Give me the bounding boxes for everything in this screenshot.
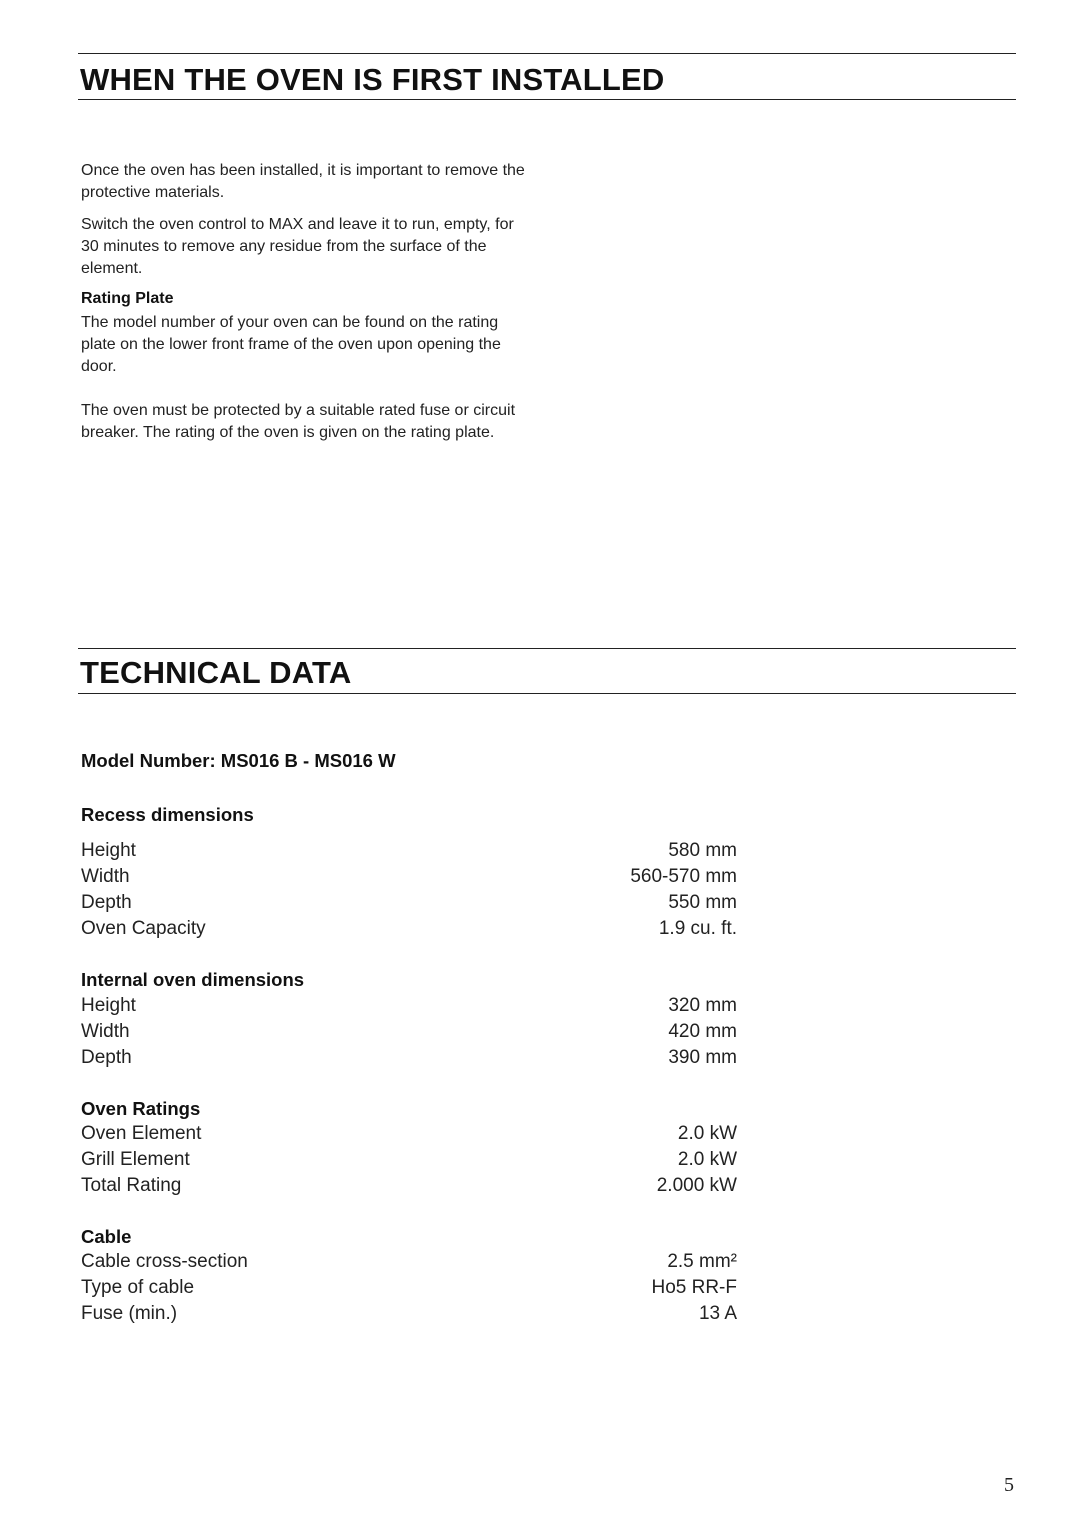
paragraph-protective-materials: Once the oven has been installed, it is important to remove the protective materials.	[81, 162, 525, 201]
section-title-installed: WHEN THE OVEN IS FIRST INSTALLED	[80, 62, 665, 97]
cable-heading: Cable	[81, 1226, 132, 1247]
spec-label: Type of cable	[81, 1277, 195, 1298]
paragraph-model-number-location: The model number of your oven can be found on the rating plate on the lower front frame of the oven upon opening the door.	[81, 314, 501, 375]
spec-row-internal-width	[81, 1021, 737, 1047]
top-rule	[78, 53, 1016, 54]
spec-value: 1.9 cu. ft.	[658, 918, 737, 939]
spec-value: 320 mm	[668, 995, 737, 1016]
spec-label: Grill Element	[81, 1149, 190, 1170]
spec-row-grill-element	[81, 1149, 737, 1175]
spec-row-type-of-cable	[81, 1277, 737, 1303]
recess-dimensions-heading: Recess dimensions	[81, 804, 254, 825]
paragraph-run-empty: Switch the oven control to MAX and leave it to run, empty, for 30 minutes to remove any residue from the surface of the element.	[81, 216, 514, 277]
spec-row-oven-capacity	[81, 918, 737, 944]
spec-row-recess-depth	[81, 892, 737, 918]
spec-value: 2.0 kW	[677, 1149, 737, 1170]
spec-label: Depth	[81, 1047, 132, 1068]
technical-top-rule	[78, 648, 1016, 649]
spec-label: Total Rating	[81, 1175, 182, 1196]
spec-value: 390 mm	[668, 1047, 737, 1068]
spec-label: Height	[81, 840, 136, 861]
internal-dimensions-heading: Internal oven dimensions	[81, 969, 305, 990]
spec-label: Width	[81, 866, 130, 887]
spec-value: 2.000 kW	[656, 1175, 737, 1196]
spec-label: Height	[81, 995, 136, 1016]
spec-row-oven-element	[81, 1123, 737, 1149]
spec-label: Depth	[81, 892, 132, 913]
spec-row-internal-height	[81, 995, 737, 1021]
spec-value: 2.5 mm²	[667, 1251, 737, 1272]
spec-label: Width	[81, 1021, 130, 1042]
spec-value: 2.0 kW	[677, 1123, 737, 1144]
spec-row-cable-cross-section	[81, 1251, 737, 1277]
title-underline-rule	[78, 99, 1016, 100]
section-title-technical-data: TECHNICAL DATA	[80, 655, 352, 690]
spec-row-total-rating	[81, 1175, 737, 1201]
spec-value: 420 mm	[668, 1021, 737, 1042]
spec-value: 560-570 mm	[630, 866, 737, 887]
spec-label: Fuse (min.)	[81, 1303, 178, 1324]
spec-value: Ho5 RR-F	[651, 1277, 737, 1298]
model-number: Model Number: MS016 B - MS016 W	[81, 750, 396, 771]
spec-label: Oven Capacity	[81, 918, 206, 939]
page-number: 5	[1004, 1474, 1014, 1496]
oven-ratings-heading: Oven Ratings	[81, 1098, 201, 1119]
paragraph-fuse-protection: The oven must be protected by a suitable rated fuse or circuit breaker. The rating of the oven is given on the rating plate.	[81, 402, 516, 441]
spec-label: Oven Element	[81, 1123, 202, 1144]
spec-row-recess-height	[81, 840, 737, 866]
spec-row-recess-width	[81, 866, 737, 892]
spec-row-internal-depth	[81, 1047, 737, 1073]
spec-row-fuse-min	[81, 1303, 737, 1329]
spec-label: Cable cross-section	[81, 1251, 248, 1272]
spec-value: 13 A	[698, 1303, 737, 1324]
spec-value: 550 mm	[668, 892, 737, 913]
technical-underline-rule	[78, 693, 1016, 694]
spec-value: 580 mm	[668, 840, 737, 861]
rating-plate-heading: Rating Plate	[81, 290, 174, 307]
